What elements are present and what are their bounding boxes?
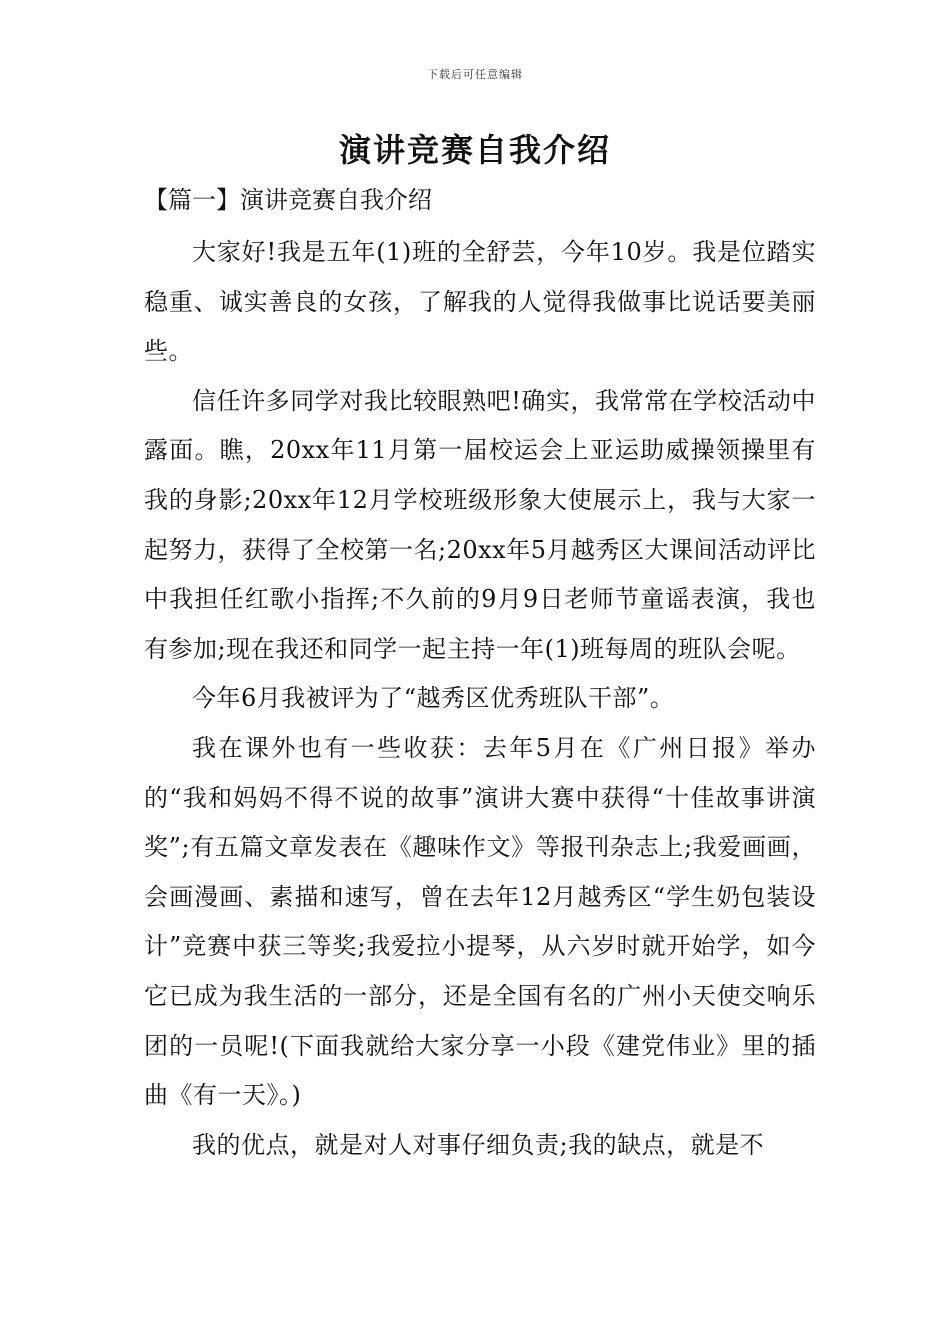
body-text — [144, 228, 816, 1170]
section-heading: 【篇一】演讲竞赛自我介绍 — [144, 186, 432, 214]
paragraph-award: 今年6月我被评为了“越秀区优秀班队干部”。 — [192, 684, 675, 713]
header-note: 下载后可任意编辑 — [427, 68, 523, 81]
paragraph-extracurricular: 我在课外也有一些收获：去年5月在《广州日报》举办的“我和妈妈不得不说的故事”演讲大赛中获得“十佳故事讲演奖”;有五篇文章发表在《趣味作文》等报刊杂志上;我爱画画，会画漫画、素描和速写，曾在去年12月越秀区“学生奶包装设计”竞赛中获三等奖;我爱拉小提琴，从六岁时就开始学，如今它已成为我生活的一部分，还是全国有名的广州小天使交响乐团的一员呢!(下面我就给大家分享一小段《建党伟业》里的插曲《有一天》。) — [144, 733, 816, 1110]
paragraph-intro: 大家好!我是五年(1)班的全舒芸，今年10岁。我是位踏实稳重、诚实善良的女孩，了解我的人觉得我做事比说话要美丽些。 — [144, 238, 816, 366]
paragraph-strengths: 我的优点，就是对人对事仔细负责;我的缺点，就是不 — [192, 1130, 765, 1159]
document-title: 演讲竞赛自我介绍 — [338, 131, 611, 169]
paragraph-activities: 信任许多同学对我比较眼熟吧!确实，我常常在学校活动中露面。瞧，20xx年11月第一届校运会上亚运助威操领操里有我的身影;20xx年12月学校班级形象大使展示上，我与大家一起努力，获得了全校第一名;20xx年5月越秀区大课间活动评比中我担任红歌小指挥;不久前的9月9日老师节童谣表演，我也有参加;现在我还和同学一起主持一年(1)班每周的班队会呢。 — [144, 386, 816, 663]
